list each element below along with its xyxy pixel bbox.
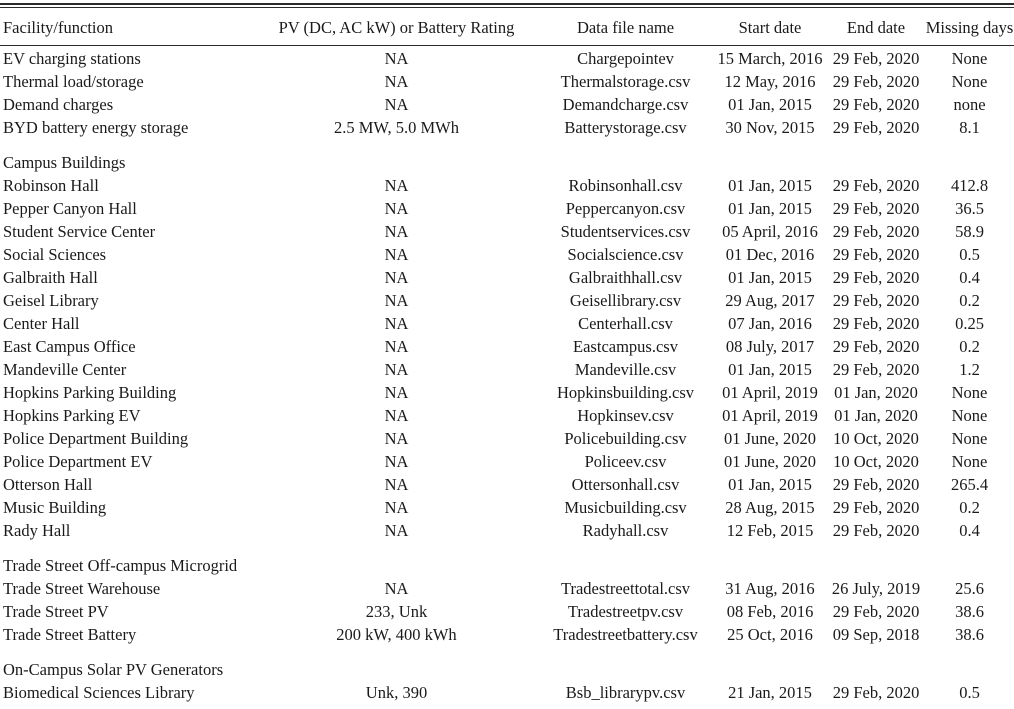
group-gap xyxy=(0,542,1014,554)
file-cell: Ottersonhall.csv xyxy=(571,475,680,494)
file-cell: Thermalstorage.csv xyxy=(560,72,691,91)
end-date-cell: 29 Feb, 2020 xyxy=(832,360,920,379)
rating-cell: 2.5 MW, 5.0 MWh xyxy=(334,118,459,137)
start-date-cell: 07 Jan, 2016 xyxy=(728,314,812,333)
missing-days-cell: 0.2 xyxy=(959,498,980,517)
facility-cell: Social Sciences xyxy=(3,245,107,264)
end-date-cell: 29 Feb, 2020 xyxy=(832,95,920,114)
end-date-cell: 29 Feb, 2020 xyxy=(832,222,920,241)
start-date-cell: 21 Jan, 2015 xyxy=(728,683,812,702)
facility-cell: East Campus Office xyxy=(3,337,136,356)
start-date-cell: 01 June, 2020 xyxy=(723,429,817,448)
file-cell: Geisellibrary.csv xyxy=(569,291,682,310)
facility-cell: Police Department EV xyxy=(3,452,153,471)
table-row xyxy=(0,577,1014,600)
missing-days-cell: None xyxy=(951,72,988,91)
table-row xyxy=(0,197,1014,220)
rating-cell: NA xyxy=(384,95,409,114)
file-cell: Bsb_librarypv.csv xyxy=(565,683,686,702)
facility-cell: Mandeville Center xyxy=(3,360,127,379)
start-date-cell: 01 April, 2019 xyxy=(722,383,818,402)
end-date-cell: 29 Feb, 2020 xyxy=(832,72,920,91)
col-header-rating: PV (DC, AC kW) or Battery Rating xyxy=(278,18,515,37)
facility-cell: Trade Street PV xyxy=(3,602,109,621)
start-date-cell: 29 Aug, 2017 xyxy=(725,291,815,310)
table-row xyxy=(0,450,1014,473)
file-cell: Tradestreetbattery.csv xyxy=(553,625,698,644)
rating-cell: NA xyxy=(384,49,409,68)
table-row xyxy=(0,266,1014,289)
facility-cell: Otterson Hall xyxy=(3,475,93,494)
table-row xyxy=(0,496,1014,519)
facility-cell: Demand charges xyxy=(3,95,114,114)
end-date-cell: 29 Feb, 2020 xyxy=(832,683,920,702)
end-date-cell: 29 Feb, 2020 xyxy=(832,245,920,264)
rating-cell: NA xyxy=(384,72,409,91)
rating-cell: 200 kW, 400 kWh xyxy=(336,625,457,644)
table-row xyxy=(0,312,1014,335)
start-date-cell: 01 June, 2020 xyxy=(723,452,817,471)
rating-cell: Unk, 390 xyxy=(365,683,428,702)
start-date-cell: 01 Jan, 2015 xyxy=(728,176,812,195)
missing-days-cell: 25.6 xyxy=(955,579,984,598)
missing-days-cell: none xyxy=(953,95,986,114)
start-date-cell: 01 Jan, 2015 xyxy=(728,360,812,379)
missing-days-cell: 38.6 xyxy=(955,602,984,621)
missing-days-cell: 0.4 xyxy=(959,268,980,287)
start-date-cell: 01 Dec, 2016 xyxy=(725,245,815,264)
table-row xyxy=(0,381,1014,404)
file-cell: Demandcharge.csv xyxy=(562,95,689,114)
facility-cell: Trade Street Battery xyxy=(3,625,137,644)
end-date-cell: 29 Feb, 2020 xyxy=(832,49,920,68)
missing-days-cell: None xyxy=(951,406,988,425)
missing-days-cell: 8.1 xyxy=(959,118,980,137)
rating-cell: NA xyxy=(384,222,409,241)
start-date-cell: 01 Jan, 2015 xyxy=(728,475,812,494)
end-date-cell: 01 Jan, 2020 xyxy=(834,383,918,402)
table-row xyxy=(0,681,1014,704)
missing-days-cell: 0.5 xyxy=(959,683,980,702)
facility-cell: Police Department Building xyxy=(3,429,189,448)
table-row xyxy=(0,600,1014,623)
facility-cell: Hopkins Parking EV xyxy=(3,406,141,425)
facility-cell: BYD battery energy storage xyxy=(3,118,189,137)
end-date-cell: 29 Feb, 2020 xyxy=(832,314,920,333)
end-date-cell: 29 Feb, 2020 xyxy=(832,337,920,356)
missing-days-cell: 412.8 xyxy=(950,176,989,195)
rating-cell: NA xyxy=(384,314,409,333)
table-row xyxy=(0,93,1014,116)
missing-days-cell: 0.25 xyxy=(955,314,984,333)
table-row xyxy=(0,47,1014,70)
table-row xyxy=(0,335,1014,358)
missing-days-cell: None xyxy=(951,429,988,448)
missing-days-cell: 38.6 xyxy=(955,625,984,644)
section-heading-row xyxy=(0,658,1014,681)
file-cell: Tradestreetpv.csv xyxy=(567,602,684,621)
table-row xyxy=(0,473,1014,496)
facility-cell: Rady Hall xyxy=(3,521,71,540)
section-heading-row xyxy=(0,151,1014,174)
facility-cell: Trade Street Warehouse xyxy=(3,579,161,598)
end-date-cell: 29 Feb, 2020 xyxy=(832,498,920,517)
col-header-missing: Missing days xyxy=(925,18,1014,37)
facility-cell: EV charging stations xyxy=(3,49,141,68)
group-gap xyxy=(0,139,1014,151)
table-row xyxy=(0,243,1014,266)
end-date-cell: 29 Feb, 2020 xyxy=(832,268,920,287)
facility-cell: Hopkins Parking Building xyxy=(3,383,177,402)
file-cell: Batterystorage.csv xyxy=(564,118,687,137)
end-date-cell: 29 Feb, 2020 xyxy=(832,199,920,218)
file-cell: Musicbuilding.csv xyxy=(564,498,687,517)
col-header-facility: Facility/function xyxy=(3,18,113,37)
table-row xyxy=(0,427,1014,450)
missing-days-cell: 0.4 xyxy=(959,521,980,540)
facility-cell: Galbraith Hall xyxy=(3,268,98,287)
header-row xyxy=(0,14,1014,41)
group-gap xyxy=(0,646,1014,658)
file-cell: Robinsonhall.csv xyxy=(568,176,683,195)
rating-cell: NA xyxy=(384,498,409,517)
missing-days-cell: None xyxy=(951,383,988,402)
file-cell: Centerhall.csv xyxy=(578,314,673,333)
start-date-cell: 25 Oct, 2016 xyxy=(727,625,813,644)
missing-days-cell: None xyxy=(951,452,988,471)
file-cell: Hopkinsev.csv xyxy=(577,406,674,425)
end-date-cell: 10 Oct, 2020 xyxy=(833,429,919,448)
table-row xyxy=(0,174,1014,197)
end-date-cell: 29 Feb, 2020 xyxy=(832,521,920,540)
section-heading: Trade Street Off-campus Microgrid xyxy=(3,556,238,575)
rating-cell: 233, Unk xyxy=(365,602,428,621)
end-date-cell: 01 Jan, 2020 xyxy=(834,406,918,425)
facility-cell: Robinson Hall xyxy=(3,176,99,195)
col-header-start: Start date xyxy=(738,18,802,37)
file-cell: Studentservices.csv xyxy=(560,222,691,241)
end-date-cell: 29 Feb, 2020 xyxy=(832,602,920,621)
end-date-cell: 29 Feb, 2020 xyxy=(832,291,920,310)
file-cell: Galbraithhall.csv xyxy=(568,268,683,287)
rating-cell: NA xyxy=(384,268,409,287)
table-row xyxy=(0,289,1014,312)
rating-cell: NA xyxy=(384,245,409,264)
end-date-cell: 10 Oct, 2020 xyxy=(833,452,919,471)
facility-cell: Geisel Library xyxy=(3,291,99,310)
start-date-cell: 15 March, 2016 xyxy=(717,49,823,68)
start-date-cell: 30 Nov, 2015 xyxy=(725,118,815,137)
rating-cell: NA xyxy=(384,579,409,598)
file-cell: Radyhall.csv xyxy=(582,521,669,540)
rating-cell: NA xyxy=(384,452,409,471)
facility-cell: Biomedical Sciences Library xyxy=(3,683,195,702)
file-cell: Policeev.csv xyxy=(584,452,667,471)
col-header-end: End date xyxy=(846,18,906,37)
missing-days-cell: 265.4 xyxy=(950,475,989,494)
missing-days-cell: 0.2 xyxy=(959,337,980,356)
table-row xyxy=(0,116,1014,139)
start-date-cell: 01 Jan, 2015 xyxy=(728,268,812,287)
start-date-cell: 05 April, 2016 xyxy=(722,222,818,241)
table-row xyxy=(0,623,1014,646)
table-row xyxy=(0,220,1014,243)
rating-cell: NA xyxy=(384,291,409,310)
top-rule xyxy=(0,3,1014,5)
file-cell: Policebuilding.csv xyxy=(564,429,687,448)
start-date-cell: 08 Feb, 2016 xyxy=(726,602,814,621)
start-date-cell: 31 Aug, 2016 xyxy=(725,579,815,598)
start-date-cell: 01 Jan, 2015 xyxy=(728,199,812,218)
section-heading: Campus Buildings xyxy=(3,153,126,172)
file-cell: Tradestreettotal.csv xyxy=(560,579,691,598)
table-body xyxy=(0,41,1014,704)
section-heading-row xyxy=(0,554,1014,577)
missing-days-cell: 1.2 xyxy=(959,360,980,379)
facility-cell: Music Building xyxy=(3,498,107,517)
rating-cell: NA xyxy=(384,521,409,540)
rating-cell: NA xyxy=(384,199,409,218)
end-date-cell: 26 July, 2019 xyxy=(831,579,921,598)
file-cell: Eastcampus.csv xyxy=(573,337,678,356)
missing-days-cell: 0.5 xyxy=(959,245,980,264)
file-cell: Chargepointev xyxy=(577,49,674,68)
start-date-cell: 12 May, 2016 xyxy=(724,72,816,91)
col-header-file: Data file name xyxy=(576,18,675,37)
end-date-cell: 29 Feb, 2020 xyxy=(832,118,920,137)
file-cell: Hopkinsbuilding.csv xyxy=(556,383,695,402)
rating-cell: NA xyxy=(384,176,409,195)
facility-cell: Student Service Center xyxy=(3,222,156,241)
missing-days-cell: None xyxy=(951,49,988,68)
table-row xyxy=(0,519,1014,542)
rating-cell: NA xyxy=(384,406,409,425)
facility-cell: Thermal load/storage xyxy=(3,72,144,91)
end-date-cell: 29 Feb, 2020 xyxy=(832,176,920,195)
rating-cell: NA xyxy=(384,360,409,379)
file-cell: Mandeville.csv xyxy=(574,360,677,379)
facility-cell: Center Hall xyxy=(3,314,80,333)
missing-days-cell: 36.5 xyxy=(955,199,984,218)
start-date-cell: 08 July, 2017 xyxy=(725,337,815,356)
missing-days-cell: 58.9 xyxy=(955,222,984,241)
end-date-cell: 29 Feb, 2020 xyxy=(832,475,920,494)
rating-cell: NA xyxy=(384,475,409,494)
start-date-cell: 28 Aug, 2015 xyxy=(725,498,815,517)
table-row xyxy=(0,70,1014,93)
data-table xyxy=(0,14,1014,704)
file-cell: Peppercanyon.csv xyxy=(565,199,686,218)
rating-cell: NA xyxy=(384,337,409,356)
end-date-cell: 09 Sep, 2018 xyxy=(832,625,920,644)
top-rule-inner xyxy=(0,7,1014,8)
start-date-cell: 01 April, 2019 xyxy=(722,406,818,425)
table-row xyxy=(0,358,1014,381)
facility-cell: Pepper Canyon Hall xyxy=(3,199,137,218)
start-date-cell: 01 Jan, 2015 xyxy=(728,95,812,114)
file-cell: Socialscience.csv xyxy=(567,245,684,264)
section-heading: On-Campus Solar PV Generators xyxy=(3,660,224,679)
table-row xyxy=(0,404,1014,427)
start-date-cell: 12 Feb, 2015 xyxy=(726,521,814,540)
rating-cell: NA xyxy=(384,383,409,402)
rating-cell: NA xyxy=(384,429,409,448)
missing-days-cell: 0.2 xyxy=(959,291,980,310)
